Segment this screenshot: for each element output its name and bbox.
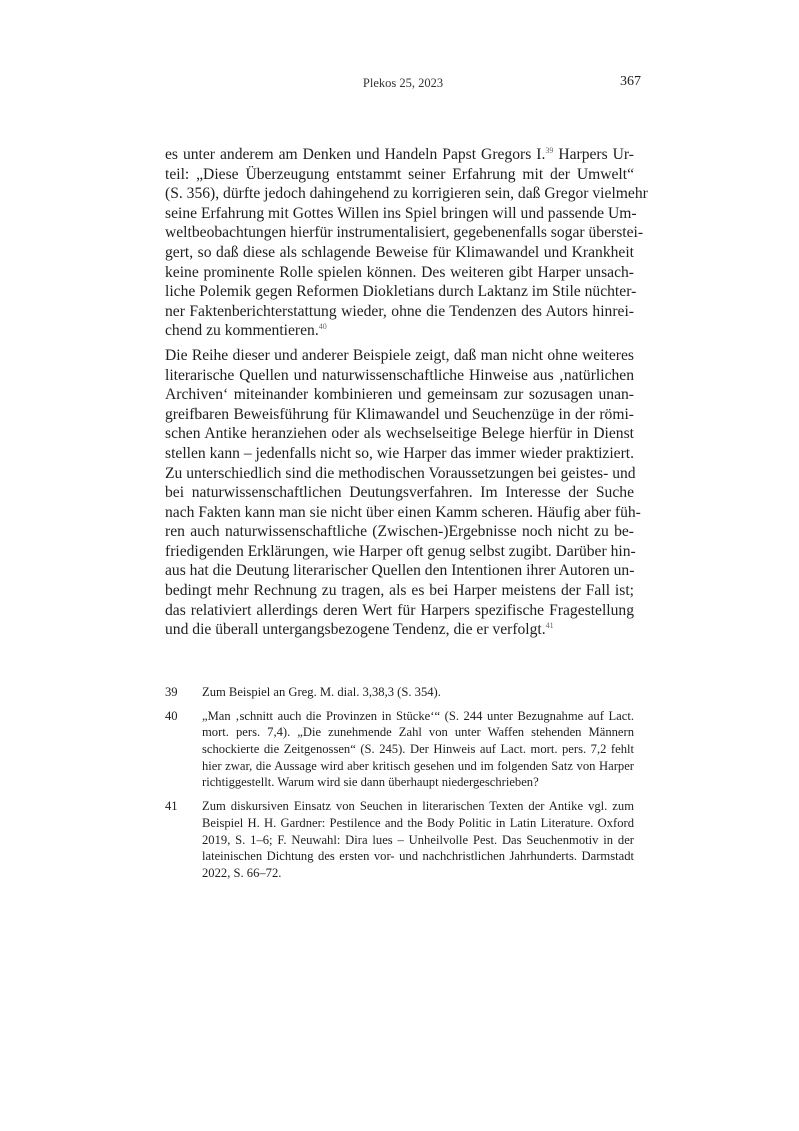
page-number: 367 xyxy=(620,74,641,89)
text-line: ren auch naturwissenschaftliche (Zwischen-)Ergebnisse noch nicht zu be- xyxy=(165,523,634,541)
footnote-reference[interactable]: 41 xyxy=(545,621,554,631)
paragraph xyxy=(165,145,648,341)
line-text: es unter anderem am Denken und Handeln Papst Gregors I. xyxy=(165,146,546,163)
footnotes xyxy=(165,684,634,889)
text-line: richtiggestellt. Warum wird sie dann überhaupt niedergeschrieben? xyxy=(202,775,539,790)
text-line: 2019, S. 1–6; F. Neuwahl: Dira lues – Unheilvolle Pest. Das Seuchenmotiv in der xyxy=(202,832,634,847)
text-line: friedigenden Erklärungen, wie Harper oft genug selbst zugibt. Darüber hin- xyxy=(165,542,636,560)
text-line: greifbaren Beweisführung für Klimawandel und Seuchenzüge in der römi- xyxy=(165,405,634,423)
running-header xyxy=(165,74,641,94)
text-line: teil: „Diese Überzeugung entstammt seiner Erfahrung mit der Umwelt“ xyxy=(165,165,634,183)
text-line: Archiven‘ miteinander kombinieren und gemeinsam zur sozusagen unan- xyxy=(165,386,634,404)
text-line: schen Antike heranziehen oder als wechselseitige Belege hierfür in Dienst xyxy=(165,425,634,443)
line-text: chend zu kommentieren. xyxy=(165,322,319,340)
text-line: „Man ‚schnitt auch die Provinzen in Stücke‘“ (S. 244 unter Bezugnahme auf Lact. xyxy=(202,708,634,723)
text-line: stellen kann – jedenfalls nicht so, wie Harper das immer wieder praktiziert. xyxy=(165,444,634,462)
text-line xyxy=(165,145,634,165)
main-text xyxy=(165,145,648,645)
footnote xyxy=(165,798,634,881)
text-line: bedingt mehr Rechnung zu tragen, als es bei Harper meistens der Fall ist; xyxy=(165,582,634,600)
paragraph xyxy=(165,346,641,640)
text-line: aus hat die Deutung literarischer Quellen den Intentionen ihrer Autoren un- xyxy=(165,562,635,580)
text-line: das relativiert allerdings deren Wert für Harpers spezifische Fragestellung xyxy=(165,601,634,619)
line-text: Harpers Ur- xyxy=(553,146,634,163)
line-text: und die überall untergangsbezogene Tendenz, die er verfolgt. xyxy=(165,621,546,639)
footnote-reference[interactable]: 40 xyxy=(318,322,327,332)
text-line: hier zwar, die Aussage wird aber kritisch gesehen und im folgenden Satz von Harper xyxy=(202,758,634,773)
text-line: Zum Beispiel an Greg. M. dial. 3,38,3 (S. 354). xyxy=(202,685,441,699)
text-line: keine prominente Rolle spielen können. Des weiteren gibt Harper unsach- xyxy=(165,263,634,281)
footnote-number: 41 xyxy=(165,799,178,814)
text-line: bei naturwissenschaftlichen Deutungsverfahren. Im Interesse der Suche xyxy=(165,484,634,502)
text-line: Zu unterschiedlich sind die methodischen Voraussetzungen bei geistes- und xyxy=(165,464,636,482)
text-line: weltbeobachtungen hierfür instrumentalisiert, gegebenenfalls sogar überstei- xyxy=(165,224,644,242)
footnote xyxy=(165,708,634,791)
text-line: seine Erfahrung mit Gottes Willen ins Spiel bringen will und passende Um- xyxy=(165,204,637,222)
text-line: ner Faktenberichterstattung wieder, ohne die Tendenzen des Autors hinrei- xyxy=(165,302,634,320)
text-line: Beispiel H. H. Gardner: Pestilence and the Body Politic in Latin Literature. Oxford xyxy=(202,815,634,830)
text-line: Zum diskursiven Einsatz von Seuchen in literarischen Texten der Antike vgl. zum xyxy=(202,799,634,814)
text-line: (S. 356), dürfte jedoch dahingehend zu korrigieren sein, daß Gregor vielmehr xyxy=(165,185,648,203)
text-line: literarische Quellen und naturwissenschaftliche Hinweise aus ‚natürlichen xyxy=(165,366,634,384)
text-line: lateinischen Dichtung des ersten vor- und nachchristlichen Jahrhunderts. Darmstadt xyxy=(202,849,634,864)
footnote-reference[interactable]: 39 xyxy=(545,146,554,155)
text-line xyxy=(165,620,634,640)
text-line: nach Fakten kann man sie nicht über einen Kamm scheren. Häufig aber füh- xyxy=(165,503,641,521)
journal-title: Plekos 25, 2023 xyxy=(362,76,444,90)
text-line: gert, so daß diese als schlagende Beweise für Klimawandel und Krankheit xyxy=(165,243,634,261)
footnote-number: 40 xyxy=(165,708,178,723)
text-line: schockierte die Zeitgenossen“ (S. 245). Der Hinweis auf Lact. mort. pers. 7,2 fehlt xyxy=(202,742,634,757)
footnote-number: 39 xyxy=(165,685,178,699)
text-line xyxy=(165,321,634,341)
text-line: liche Polemik gegen Reformen Diokletians durch Laktanz im Stile nüchter- xyxy=(165,283,637,301)
text-line: 2022, S. 66–72. xyxy=(202,865,282,880)
text-line: Die Reihe dieser und anderer Beispiele zeigt, daß man nicht ohne weiteres xyxy=(165,346,634,364)
text-line: mort. pers. 7,4). „Die zunehmende Zahl von unter Waffen stehenden Männern xyxy=(202,725,634,740)
footnote xyxy=(165,684,634,701)
